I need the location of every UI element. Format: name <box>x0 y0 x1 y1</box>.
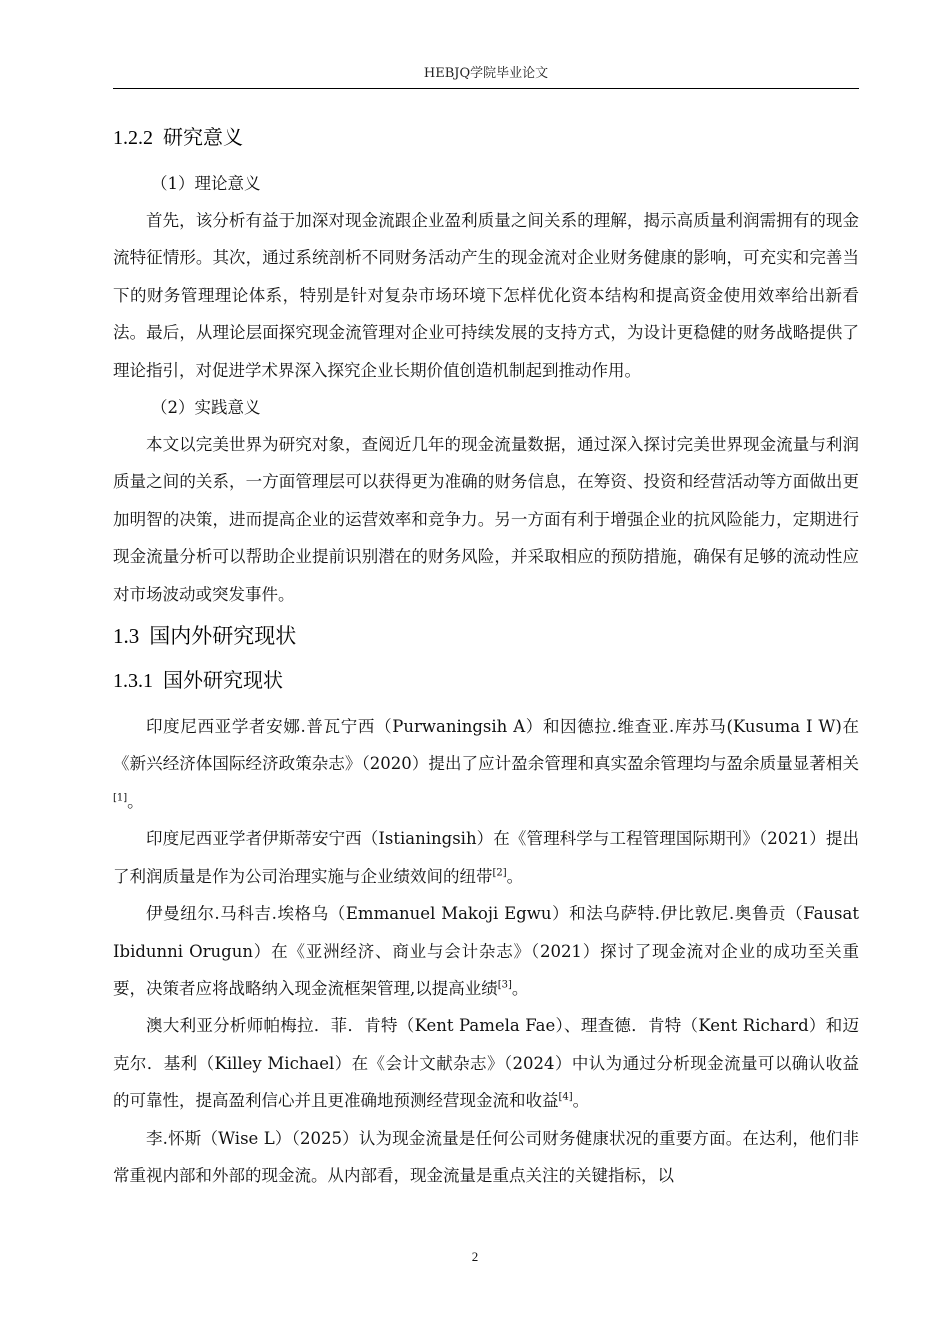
section-number: 1.3.1 <box>113 670 153 693</box>
section-heading-1-3 <box>113 621 859 651</box>
paragraph-text: 李.怀斯（Wise L）（2025）认为现金流量是任何公司财务健康状况的重要方面。在达利，他们非常重视内部和外部的现金流。从内部看，现金流量是重点关注的关键指标，以 <box>113 1128 859 1185</box>
paragraph-text: 印度尼西亚学者安娜.普瓦宁西（Purwaningsih A）和因德拉.维查亚.库苏马(Kusuma I W)在《新兴经济体国际经济政策杂志》（2020）提出了应计盈余管理和真实盈余管理均与盈余质量显著相关 <box>113 717 859 774</box>
section-title: 研究意义 <box>163 125 243 149</box>
practice-label: （2）实践意义 <box>151 398 261 418</box>
section-number: 1.2.2 <box>113 127 153 149</box>
section-number: 1.3 <box>113 624 140 649</box>
paragraph-tail: 。 <box>511 978 529 998</box>
citation: [4] <box>558 1091 573 1103</box>
practice-paragraph: 本文以完美世界为研究对象，查阅近几年的现金流量数据，通过深入探讨完美世界现金流量与利润质量之间的关系，一方面管理层可以获得更为准确的财务信息，在筹资、投资和经营活动等方面做出更加明智的决策，进而提高企业的运营效率和竞争力。另一方面有利于增强企业的抗风险能力，定期进行现金流量分析可以帮助企业提前识别潜在的财务风险，并采取相应的预防措施，确保有足够的流动性应对市场波动或突发事件。 <box>113 435 859 604</box>
header-rule <box>113 88 859 89</box>
literature-paragraph-5 <box>113 1120 859 1195</box>
section-title: 国内外研究现状 <box>149 624 297 649</box>
literature-paragraph-3 <box>113 895 859 1007</box>
literature-paragraph-1 <box>113 708 859 820</box>
paragraph-tail: 。 <box>506 866 524 886</box>
literature-paragraph-4 <box>113 1007 859 1119</box>
paragraph-tail: 。 <box>572 1091 590 1111</box>
paragraph-text: 澳大利亚分析师帕梅拉．菲．肯特（Kent Pamela Fae）、理查德．肯特（Kent Richard）和迈克尔．基利（Killey Michael）在《会计文献杂志》（2024）中认为通过分析现金流量可以确认收益的可靠性，提高盈利信心并且更准确地预测经营现金流和收益 <box>113 1016 859 1111</box>
running-header: HEBJQ学院毕业论文 <box>423 66 549 81</box>
theory-label: （1）理论意义 <box>151 174 261 193</box>
section-heading-1-2-2 <box>113 122 859 153</box>
page-content <box>113 122 859 1194</box>
literature-paragraph-2 <box>113 820 859 895</box>
paragraph-tail: 。 <box>127 791 144 811</box>
paragraph-text: 印度尼西亚学者伊斯蒂安宁西（Istianingsih）在《管理科学与工程管理国际期刊》（2021）提出了利润质量是作为公司治理实施与企业绩效间的纽带 <box>113 829 859 886</box>
page-number: 2 <box>471 1249 479 1264</box>
section-title: 国外研究现状 <box>163 668 283 693</box>
section-heading-1-3-1 <box>113 665 859 696</box>
theory-paragraph: 首先，该分析有益于加深对现金流跟企业盈利质量之间关系的理解，揭示高质量利润需拥有的现金流特征情形。其次，通过系统剖析不同财务活动产生的现金流对企业财务健康的影响，可充实和完善当下的财务管理理论体系，特别是针对复杂市场环境下怎样优化资本结构和提高资金使用效率给出新看法。最后，从理论层面探究现金流管理对企业可持续发展的支持方式，为设计更稳健的财务战略提供了理论指引，对促进学术界深入探究企业长期价值创造机制起到推动作用。 <box>113 211 859 380</box>
citation: [1] <box>113 792 128 804</box>
citation: [2] <box>492 867 507 879</box>
paragraph-text: 伊曼纽尔.马科吉.埃格乌（Emmanuel Makoji Egwu）和法乌萨特.伊比敦尼.奥鲁贡（Fausat Ibidunni Orugun）在《亚洲经济、商业与会计杂志》（2021）探讨了现金流对企业的成功至关重要，决策者应将战略纳入现金流框架管理,以提高业绩 <box>113 904 859 998</box>
citation: [3] <box>497 979 512 991</box>
